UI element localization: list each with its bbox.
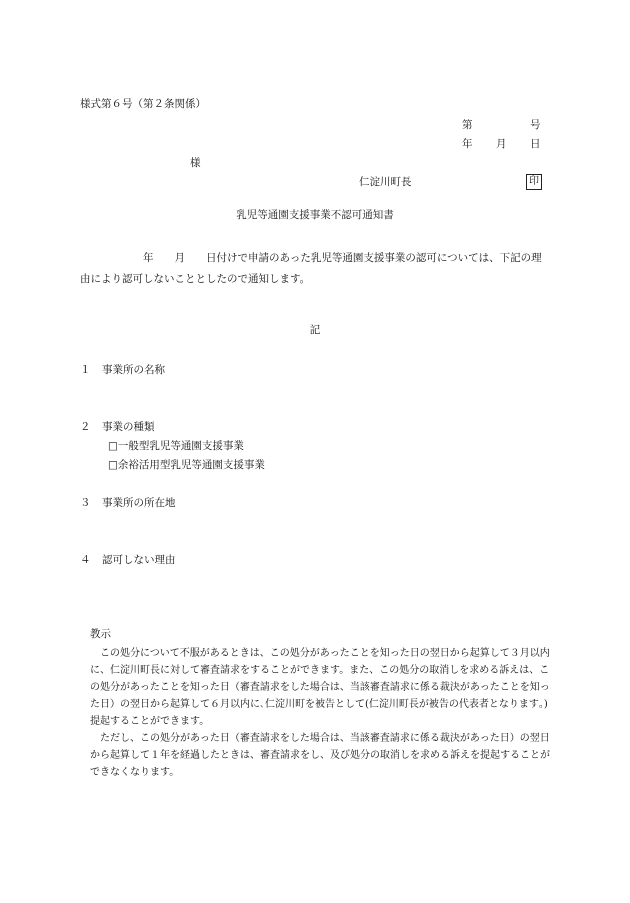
date-day: 日: [530, 138, 541, 150]
item-number: １: [80, 364, 91, 376]
date-year: 年: [462, 138, 473, 150]
item-label: 認可しない理由: [102, 554, 176, 566]
item-label: 事業所の名称: [102, 364, 165, 376]
item-number: ３: [80, 497, 91, 509]
notice-line: この処分について不服があるときは、この処分があったことを知った日の翌日から起算して３月以内: [90, 648, 550, 659]
item-business-type: [80, 422, 155, 433]
item-label: 事業の種類: [102, 421, 155, 433]
addressee-honorific: 様: [190, 157, 201, 169]
document-title: 乳児等通園支援事業不認可通知書: [236, 209, 394, 221]
item-facility-name: [80, 365, 165, 376]
issuer-name: 仁淀川町長: [359, 176, 412, 188]
notice-line: できなくなります。: [90, 767, 180, 778]
body-line: 年 月 日付けで申請のあった乳児等通園支援事業の認可については、下記の理: [80, 252, 542, 264]
number-suffix: 号: [530, 119, 541, 131]
business-type-option: □一般型乳児等通園支援事業: [108, 440, 244, 452]
item-number: ２: [80, 421, 91, 433]
notice-line: 提起することができます。: [90, 716, 210, 727]
notice-line: ただし、この処分があった日（審査請求をした場合は、当該審査請求に係る裁決があった日）の翌日: [90, 733, 550, 744]
notification-body: [80, 248, 550, 290]
item-label: 事業所の所在地: [102, 497, 176, 509]
business-type-option: □余裕活用型乳児等通園支援事業: [108, 459, 265, 471]
item-facility-address: [80, 498, 176, 509]
item-number: ４: [80, 554, 91, 566]
notice-line: の処分があったことを知った日（審査請求をした場合は、当該審査請求に係る裁決があったことを知っ: [90, 682, 550, 693]
number-prefix: 第: [462, 119, 473, 131]
notice-body: [90, 645, 550, 781]
form-number: 様式第６号（第２条関係）: [80, 98, 206, 110]
notice-heading: 教示: [90, 628, 111, 640]
item-reason: [80, 555, 176, 566]
notice-line: に、仁淀川町長に対して審査請求をすることができます。また、この処分の取消しを求める訴えは、こ: [90, 665, 550, 676]
ki-heading: 記: [309, 324, 321, 336]
notice-line: から起算して１年を経過したときは、審査請求をし、及び処分の取消しを求める訴えを提起することが: [90, 750, 550, 761]
body-line: 由により認可しないこととしたので通知します。: [80, 273, 311, 285]
date-month: 月: [496, 138, 507, 150]
notice-line: た日）の翌日から起算して６月以内に､仁淀川町を被告として(仁淀川町長が被告の代表者となります｡): [90, 699, 548, 710]
seal-mark: 印: [526, 174, 542, 190]
